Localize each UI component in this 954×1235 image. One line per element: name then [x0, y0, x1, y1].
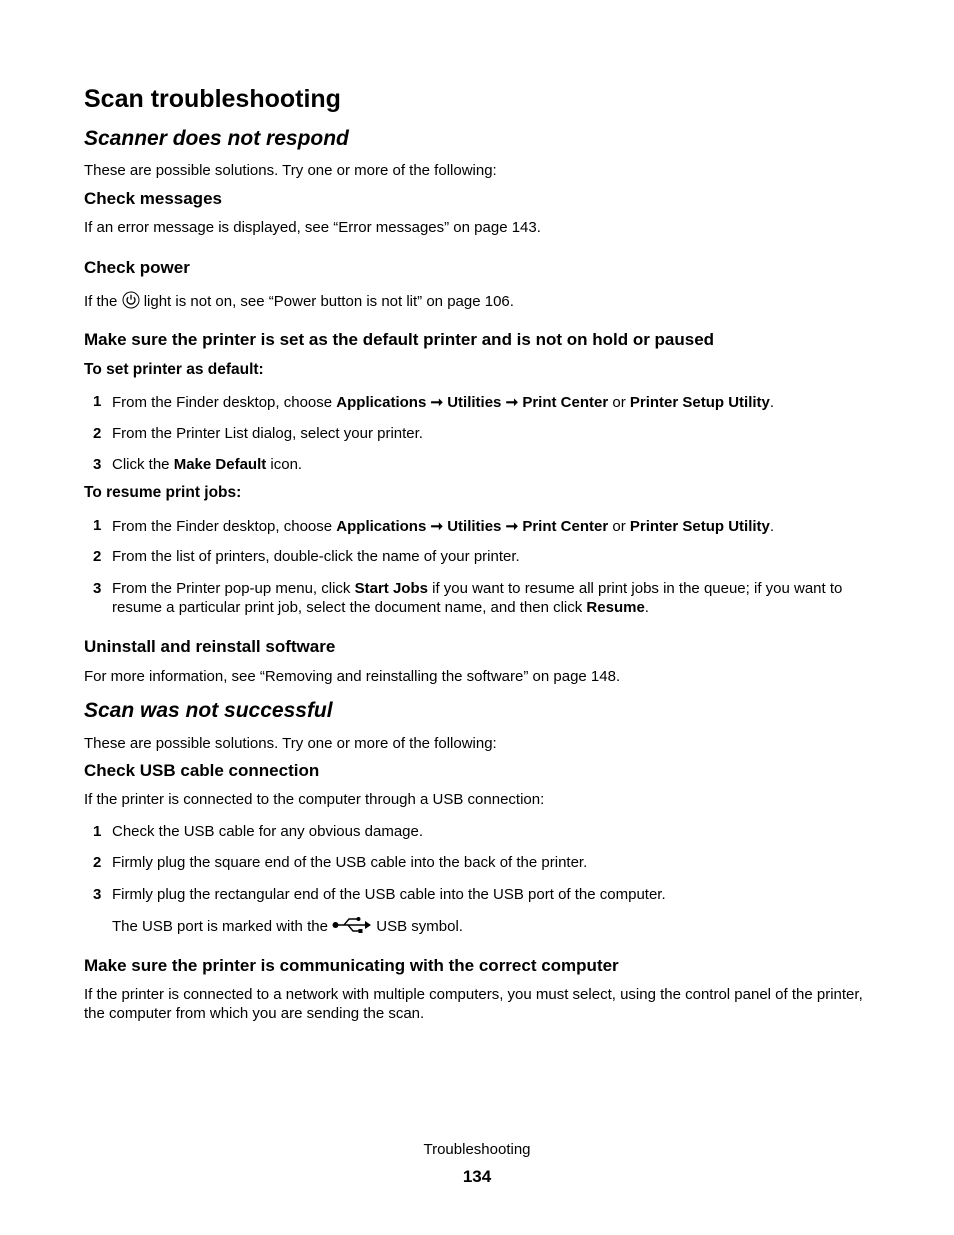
- footer-section-name: Troubleshooting: [423, 1141, 531, 1158]
- check-power-heading: Check power: [84, 258, 190, 277]
- communicating-text: If the printer is connected to a network with multiple computers, you must select, using the control panel of the printer, the computer from which you are sending the scan.: [84, 986, 863, 1022]
- step-number: 2: [93, 425, 102, 442]
- default-printer-heading: Make sure the printer is set as the default printer and is not on hold or paused: [84, 330, 715, 349]
- step-number: 3: [93, 456, 102, 473]
- set-default-step-3: Click the Make Default icon.: [112, 456, 303, 473]
- usb-heading: Check USB cable connection: [84, 761, 320, 780]
- set-default-label: To set printer as default:: [84, 361, 264, 378]
- check-messages-heading: Check messages: [84, 189, 222, 208]
- step-number: 2: [93, 854, 102, 871]
- usb-step-2: Firmly plug the square end of the USB cable into the back of the printer.: [112, 854, 588, 871]
- step-number: 1: [93, 517, 102, 534]
- usb-step-3: Firmly plug the rectangular end of the USB cable into the USB port of the computer.: [112, 886, 666, 903]
- page-number: 134: [462, 1167, 492, 1186]
- uninstall-text: For more information, see “Removing and reinstalling the software” on page 148.: [84, 668, 621, 685]
- section-title-scanner-does-not-respond: Scanner does not respond: [84, 127, 349, 150]
- check-power-text: If the light is not on, see “Power button is not lit” on page 106.: [84, 291, 514, 313]
- step-number: 2: [93, 548, 102, 565]
- usb-step-1: Check the USB cable for any obvious damage.: [112, 823, 424, 840]
- usb-note: The USB port is marked with the USB symbol.: [112, 916, 463, 938]
- set-default-step-1: From the Finder desktop, choose Applications ➞ Utilities ➞ Print Center or Printer Setup Utility.: [112, 394, 775, 411]
- uninstall-heading: Uninstall and reinstall software: [84, 637, 336, 656]
- section-intro: These are possible solutions. Try one or more of the following:: [84, 735, 497, 752]
- section-intro: These are possible solutions. Try one or more of the following:: [84, 162, 497, 179]
- communicating-heading: Make sure the printer is communicating with the correct computer: [84, 956, 619, 975]
- resume-step-1: From the Finder desktop, choose Applications ➞ Utilities ➞ Print Center or Printer Setup Utility.: [112, 518, 775, 535]
- resume-label: To resume print jobs:: [84, 484, 242, 501]
- step-number: 1: [93, 393, 102, 410]
- step-number: 3: [93, 886, 102, 903]
- section-title-scan-not-successful: Scan was not successful: [84, 699, 333, 722]
- resume-step-3: From the Printer pop-up menu, click Start Jobs if you want to resume all print jobs in the queue; if you want to resume a particular print job, select the document name, and then click Resume.: [112, 580, 843, 616]
- check-messages-text: If an error message is displayed, see “Error messages” on page 143.: [84, 219, 541, 236]
- page-title: Scan troubleshooting: [84, 85, 341, 113]
- resume-step-2: From the list of printers, double-click the name of your printer.: [112, 548, 520, 565]
- usb-icon: [332, 916, 372, 938]
- usb-text: If the printer is connected to the computer through a USB connection:: [84, 791, 545, 808]
- step-number: 1: [93, 823, 102, 840]
- set-default-step-2: From the Printer List dialog, select your printer.: [112, 425, 423, 442]
- power-icon: [122, 291, 140, 313]
- step-number: 3: [93, 580, 102, 597]
